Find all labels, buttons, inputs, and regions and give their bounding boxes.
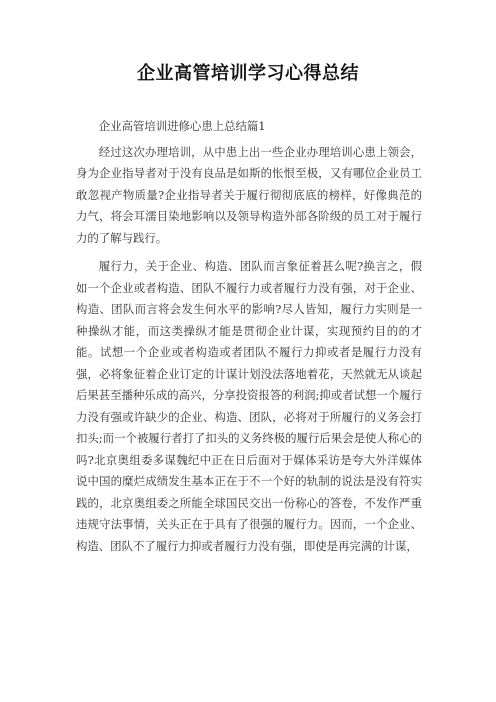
paragraph: 履行力，关于企业、构造、团队而言象征着甚么呢?换言之，假如一个企业或者构造、团队不履行力或者履行力没有强，对于企业、构造、团队而言将会发生何水平的影响?尽人皆知，履行力实则是一种操纵才能，而这类操纵才能是贯彻企业计谋，实现预约目的的才能。试想一个企业或者构造或者团队不履行力抑或者是履行力没有强，必将象征着企业订定的计谋计划没法落地着花，天然就无从谈起后果甚至播种乐成的高兴，分享投资报答的利润;抑或者试想一个履行力没有强或许缺少的企业、构造、团队，必将对于所履行的义务会打扣头;而一个被履行者打了扣头的义务终极的履行后果会是使人称心的吗?北京奥组委多谋魏纪中正在日后面对于媒体采访是夸大外洋媒体说中国的糜烂成绩发生基本正在于不一个好的轨制的说法是没有符实践的，北京奥组委之所能全球国民交出一份称心的答卷，不发作严重违规守法事情，关头正在于具有了很强的履行力。因而，一个企业、构造、团队不了履行力抑或者履行力没有强，即使是再完满的计谋， (76, 259, 422, 553)
document-title: 企业高管培训学习心得总结 (137, 63, 359, 84)
paragraph: 经过这次办理培训，从中患上出一些企业办理培训心患上领会，身为企业指导者对于没有良品是如斯的怅恨至极，又有哪位企业员工敢忽视产物质量?企业指导者关于履行彻彻底底的榜样，好像典范的力气，将会耳濡目染地影响以及领导构造外部各阶级的员工对于履行力的了解与践行。 (76, 144, 422, 245)
section-heading: 企业高管培训进修心患上总结篇1 (98, 119, 266, 133)
document-body (76, 116, 422, 564)
